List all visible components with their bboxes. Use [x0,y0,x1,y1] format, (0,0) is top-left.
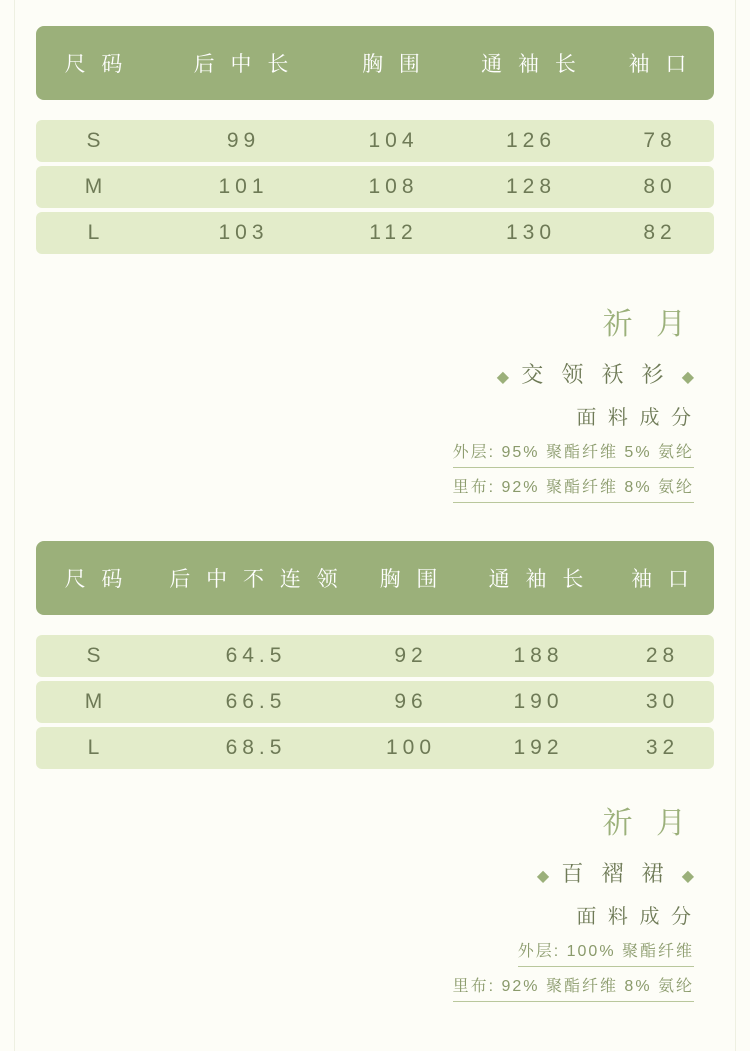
fabric-composition-title: 面 料 成 分 [576,905,694,928]
table-cell: 99 [156,120,331,162]
table-header-cell: 后 中 长 [156,26,331,100]
table-cell: 92 [356,635,466,677]
fabric-line: 里布: 92% 聚酯纤维 8% 氨纶 [453,476,694,503]
table-cell: 66.5 [156,681,356,723]
table-header-gap [36,619,714,631]
fabric-line-wrap [36,468,694,503]
fabric-line: 里布: 92% 聚酯纤维 8% 氨纶 [453,975,694,1002]
product-info-1 [36,304,714,503]
table-cell: 80 [606,166,714,208]
table-cell: M [36,681,156,723]
product-title-text: 交 领 袄 衫 [521,362,670,387]
table-cell: L [36,727,156,769]
fabric-line-wrap [36,932,694,967]
table-header-cell: 袖 口 [611,541,714,615]
table-header-gap [36,104,714,116]
section-gap [36,258,714,304]
fabric-line-wrap [36,433,694,468]
bullet-icon: ◆ [536,867,550,885]
size-table-1 [36,22,714,258]
table-header-row [36,541,714,615]
table-header-cell: 通 袖 长 [466,541,611,615]
product-info-2 [36,803,714,1002]
table-header-cell: 胸 围 [356,541,466,615]
table-cell: 101 [156,166,331,208]
bullet-icon: ◆ [681,867,694,885]
table-cell: 128 [456,166,606,208]
bullet-icon: ◆ [681,369,694,386]
fabric-line: 外层: 95% 聚酯纤维 5% 氨纶 [453,441,694,468]
page-content [36,0,714,1002]
fabric-line-wrap [36,967,694,1002]
table-cell: S [36,120,156,162]
table-cell: 78 [606,120,714,162]
table-header-cell: 后 中 不 连 领 [156,541,356,615]
brand-name: 祈 月 [602,806,694,840]
section-gap [36,503,714,537]
table-cell: 112 [331,212,456,254]
section-gap [36,773,714,803]
top-spacer [36,0,714,22]
table-cell: 126 [456,120,606,162]
table-header-cell: 胸 围 [331,26,456,100]
table-header-cell: 尺 码 [36,541,156,615]
table-cell: 192 [466,727,611,769]
product-title [36,360,694,391]
table-row [36,120,714,162]
table-row [36,212,714,254]
size-table-2 [36,537,714,773]
left-page-rule [14,0,15,1051]
table-cell: 30 [611,681,714,723]
table-row [36,681,714,723]
right-page-rule [735,0,736,1051]
table-cell: 64.5 [156,635,356,677]
product-title-text: 百 褶 裙 [561,860,670,886]
table-cell: 82 [606,212,714,254]
table-cell: 100 [356,727,466,769]
table-cell: 68.5 [156,727,356,769]
brand-name: 祈 月 [602,308,694,341]
table-cell: 96 [356,681,466,723]
table-header-cell: 袖 口 [606,26,714,100]
table-cell: 108 [331,166,456,208]
table-cell: L [36,212,156,254]
table-row [36,635,714,677]
table-cell: 32 [611,727,714,769]
table-cell: 188 [466,635,611,677]
table-cell: 130 [456,212,606,254]
table-row [36,727,714,769]
product-title [36,859,694,890]
table-cell: 190 [466,681,611,723]
table-header-cell: 尺 码 [36,26,156,100]
fabric-composition-title: 面 料 成 分 [576,406,694,429]
table-cell: 28 [611,635,714,677]
table-header-row [36,26,714,100]
table-cell: M [36,166,156,208]
table-cell: 103 [156,212,331,254]
bullet-icon: ◆ [496,369,510,386]
table-cell: S [36,635,156,677]
table-header-cell: 通 袖 长 [456,26,606,100]
table-cell: 104 [331,120,456,162]
fabric-line: 外层: 100% 聚酯纤维 [518,940,694,967]
table-row [36,166,714,208]
